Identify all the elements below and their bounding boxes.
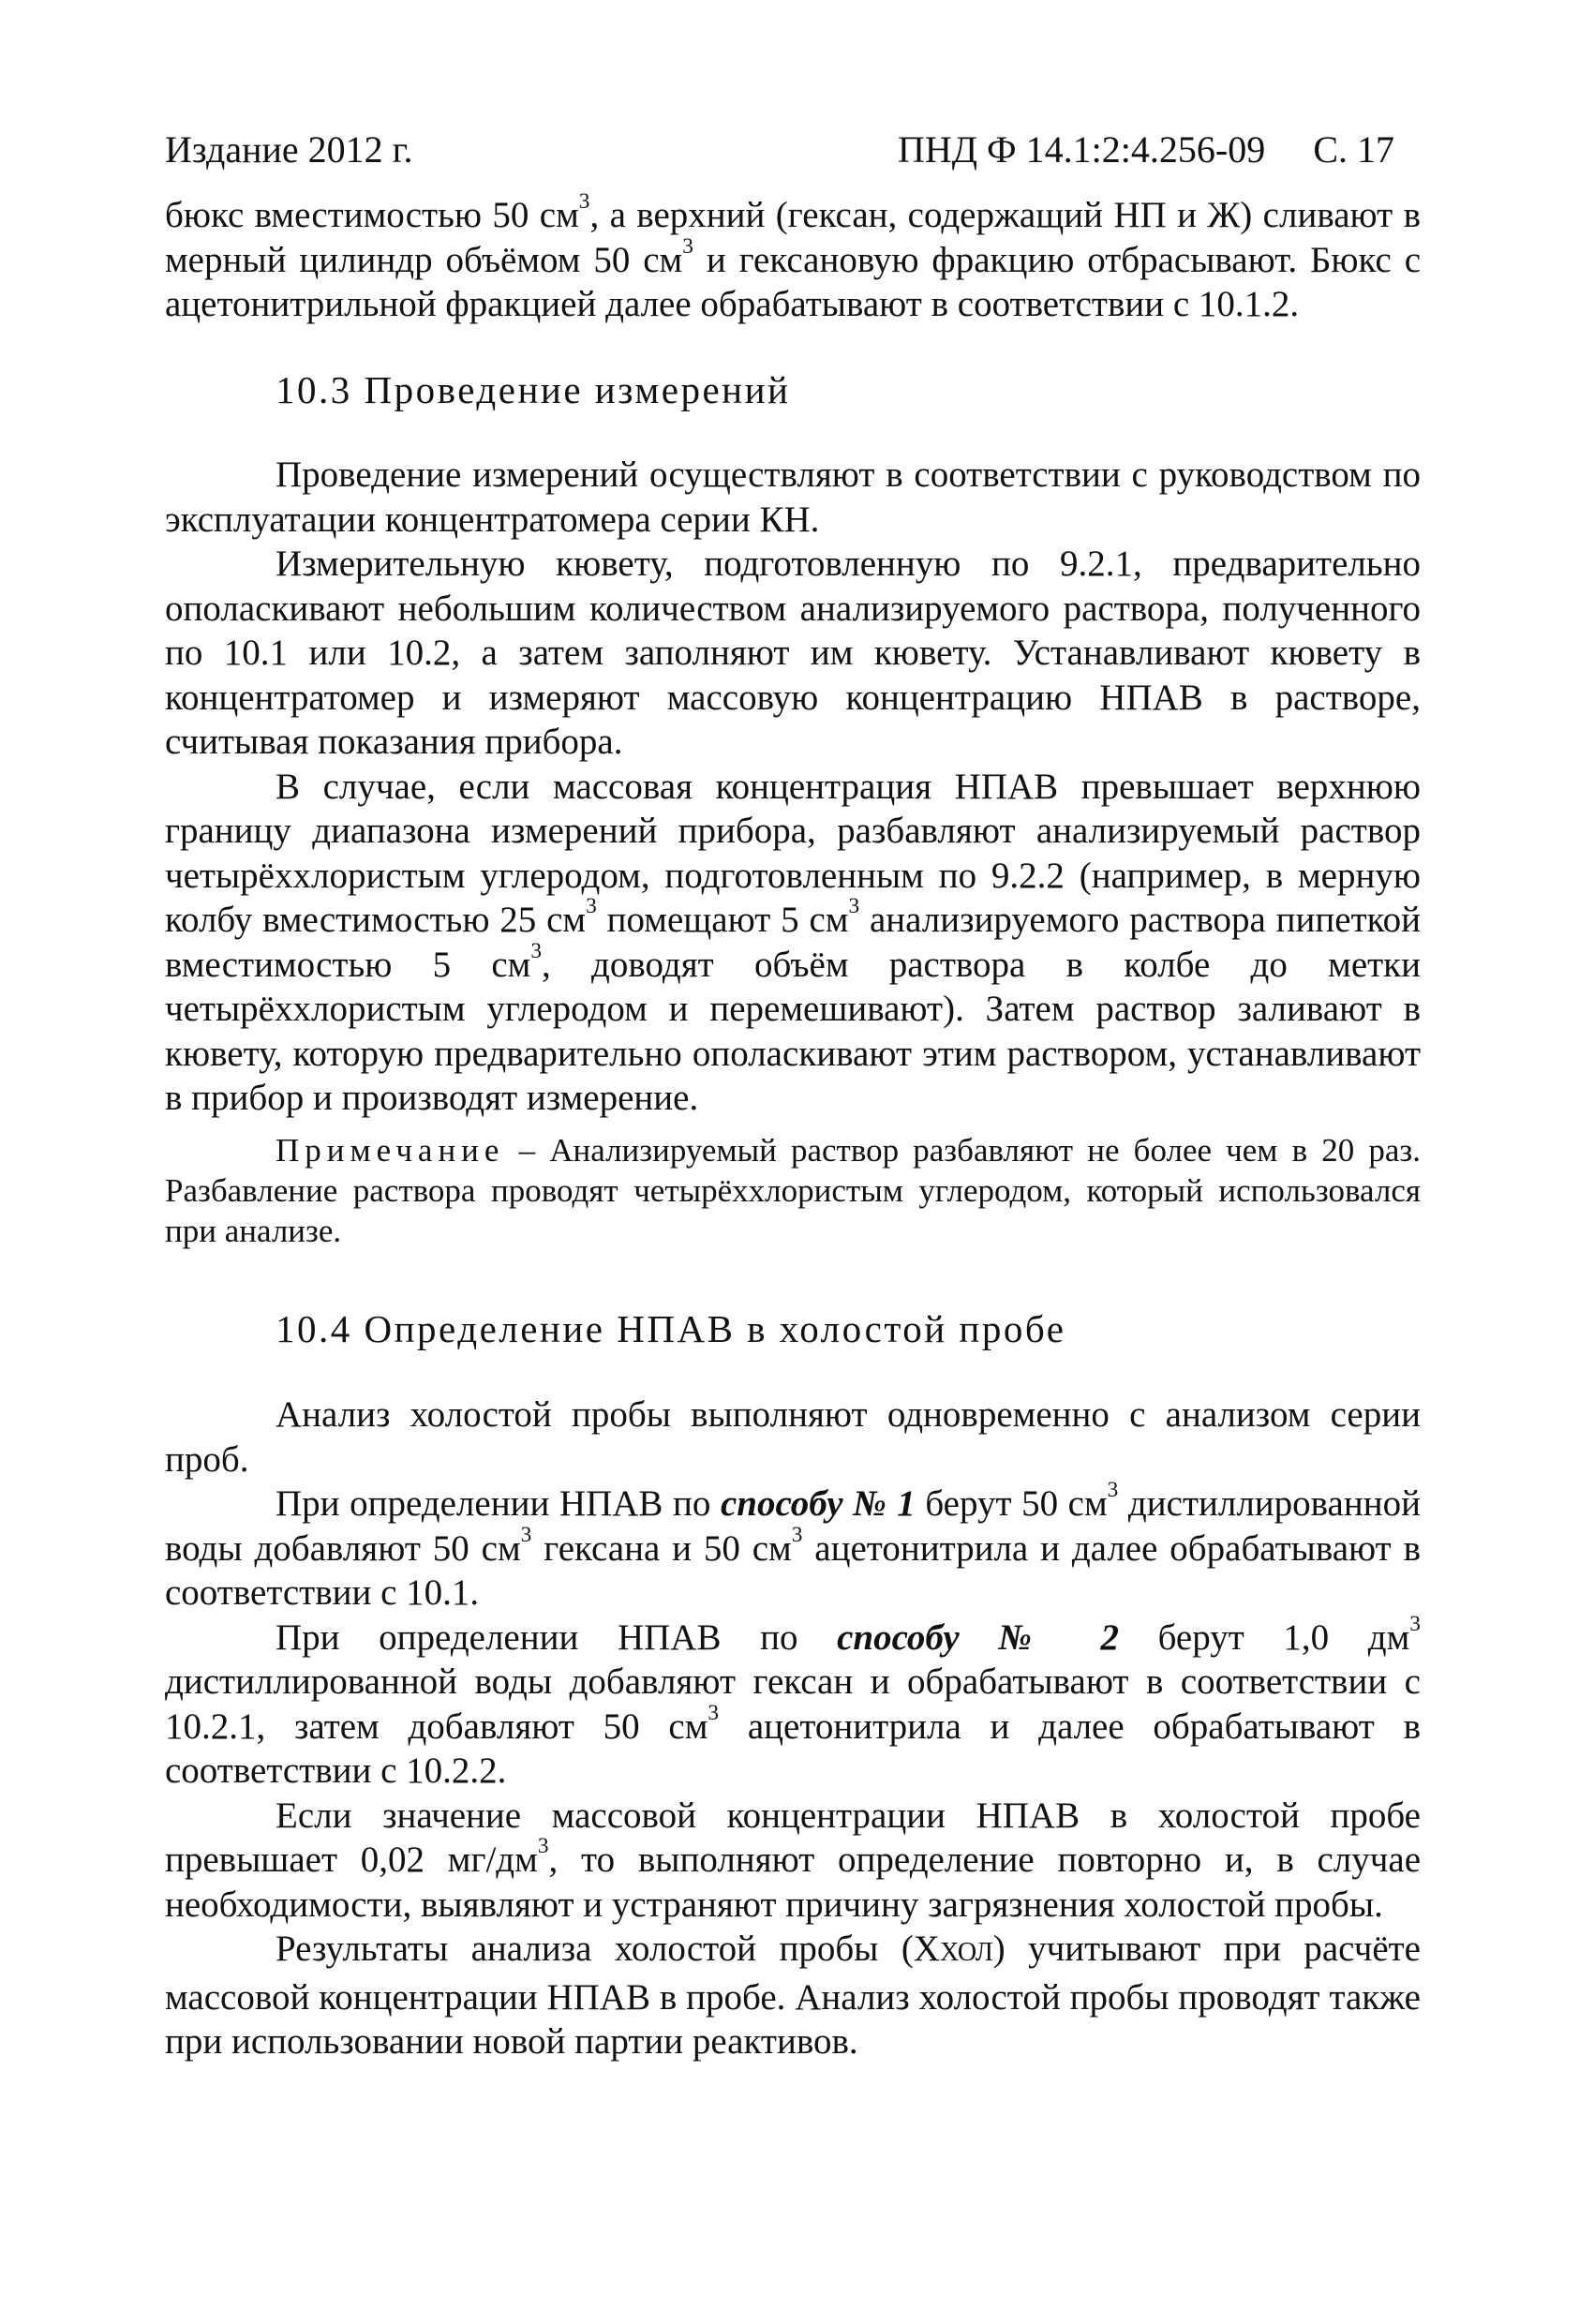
section-heading-10-4: 10.4 Определение НПАВ в холостой пробе — [276, 1306, 1066, 1350]
page-body — [165, 189, 1422, 2064]
paragraph-blank-intro: Анализ холостой пробы выполняют одновременно с анализом серии проб. — [165, 1394, 1421, 1480]
paragraph-continuation: бюкс вместимостью 50 $см^3$, а верхний (гексан, содержащий НП и Ж) сливают в мерный цилиндр объёмом 50 $см^3$ и гексановую фракцию отбрасывают. Бюкс с ацетонитрильной фракцией далее обрабатывают в соответствии с 10.1.2. — [165, 189, 1421, 324]
paragraph-blank-results: Результаты анализа холостой пробы (XХОЛ) учитывают при расчёте массовой концентрации НПАВ в пробе. Анализ холостой пробы проводят также при использовании новой партии реактивов. — [165, 1929, 1421, 2062]
note-label: Примечание — [276, 1131, 505, 1169]
page-number: С. 17 — [1313, 128, 1394, 171]
section-heading-10-3: 10.3 Проведение измерений — [276, 367, 791, 411]
paragraph-blank-limit: Если значение массовой концентрации НПАВ в холостой пробе превышает 0,02 $мг/дм^3$, то выполняют определение повторно и, в случае необходимости, выявляют и устраняют причину загрязнения холостой пробы. — [165, 1795, 1422, 1925]
document-code: ПНД Ф 14.1:2:4.256-09 — [898, 128, 1266, 171]
paragraph-measurement-intro: Проведение измерений осуществляют в соответствии с руководством по эксплуатации концентратомера серии КН. — [165, 454, 1421, 540]
note: Примечание – Анализируемый раствор разбавляют не более чем в 20 раз. Разбавление раствора проводят четырёххлористым углеродом, который использовался при анализе. — [165, 1131, 1421, 1249]
paragraph-cuvette: Измерительную кювету, подготовленную по 9.2.1, предварительно ополаскивают небольшим количеством анализируемого раствора, полученного по 10.1 или 10.2, а затем заполняют им кювету. Устанавливают кювету в концентратомер и измеряют массовую концентрацию НПАВ в растворе, считывая показания прибора. — [165, 544, 1421, 762]
paragraph-dilution: В случае, если массовая концентрация НПАВ превышает верхнюю границу диапазона измерений прибора, разбавляют анализируемый раствор четырёххлористым углеродом, подготовленным по 9.2.2 (например, в мерную колбу вместимостью 25 $см^3$ помещают 5 $см^3$ анализируемого раствора пипеткой вместимостью 5 $см^3$, доводят объём раствора в колбе до метки четырёххлористым углеродом и перемешивают). Затем раствор заливают в кювету, которую предварительно ополаскивают этим раствором, устанавливают в прибор и производят измерение. — [165, 766, 1421, 1118]
paragraph-method-2: При определении НПАВ по способу № 2 берут 1,0 $дм^3$ дистиллированной воды добавляют гексан и обрабатывают в соответствии с 10.2.1, затем добавляют 50 $см^3$ ацетонитрила и далее обрабатывают в соответствии с 10.2.2. — [165, 1611, 1421, 1791]
paragraph-method-1: При определении НПАВ по способу № 1 берут 50 $см^3$ дистиллированной воды добавляют 50 $см^3$ гексана и 50 $см^3$ ацетонитрила и далее обрабатывают в соответствии с 10.1. — [165, 1478, 1421, 1613]
edition-label: Издание 2012 г. — [165, 128, 413, 171]
